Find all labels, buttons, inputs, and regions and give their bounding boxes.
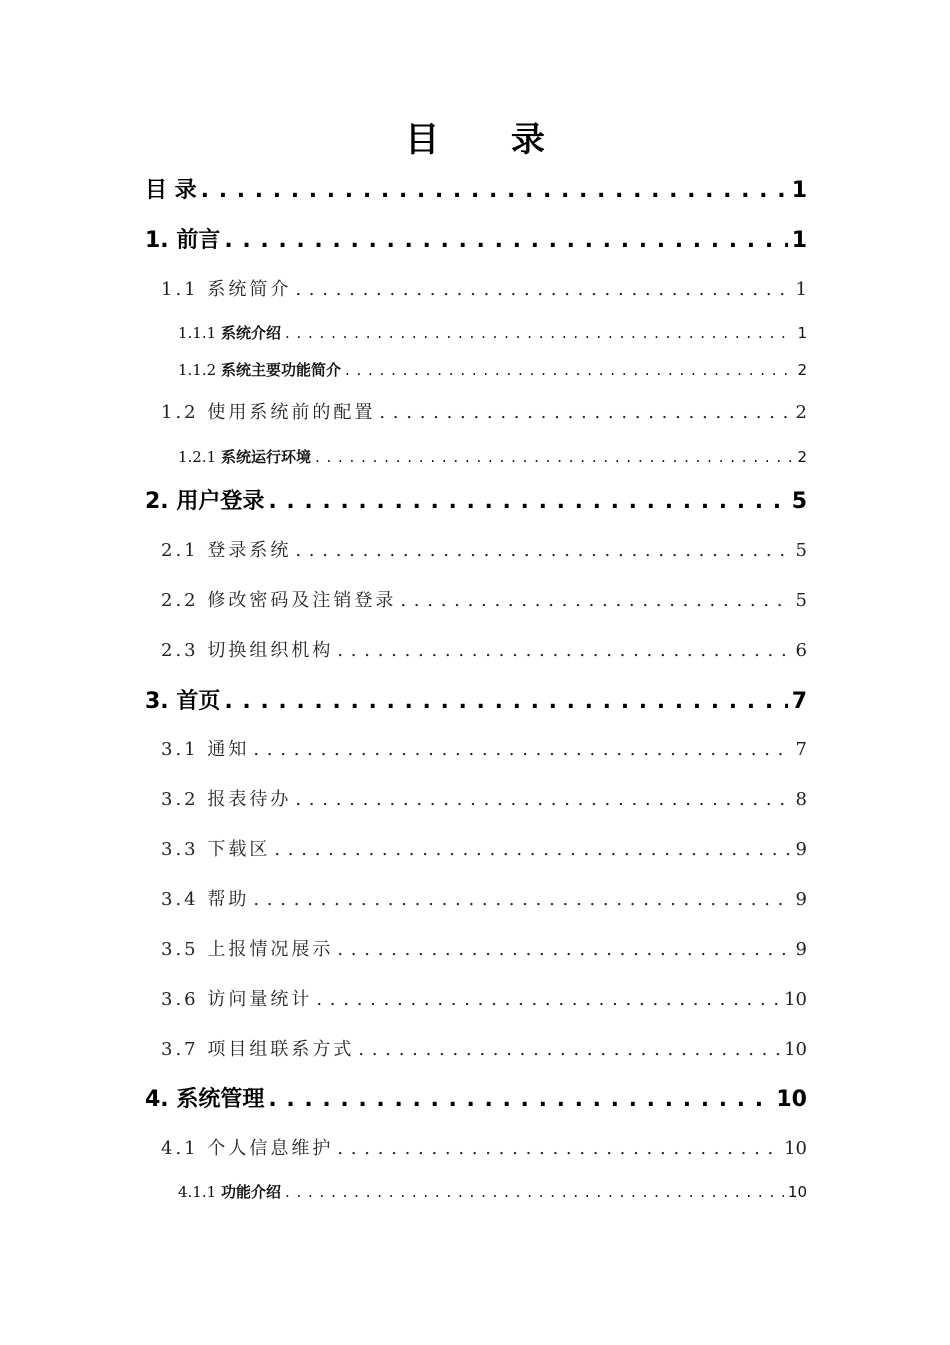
- toc-dot-leader: [268, 487, 787, 517]
- toc-entry[interactable]: [161, 400, 807, 426]
- toc-entry-number: 1.1.1: [178, 324, 221, 342]
- toc-entry-number: 1.2.1: [178, 448, 221, 466]
- toc-entry-label: 4. 系统管理: [145, 1087, 265, 1112]
- toc-dot-leader: [285, 1181, 784, 1203]
- toc-entry-label: 3. 首页: [145, 689, 221, 714]
- toc-dot-leader: [337, 638, 791, 664]
- toc-page-number: 5: [795, 590, 807, 611]
- toc-dot-leader: [295, 787, 791, 813]
- toc-page-number: 9: [795, 889, 807, 910]
- toc-page-number: 10: [787, 1183, 807, 1201]
- toc-dot-leader: [224, 226, 787, 256]
- toc-dot-leader: [274, 837, 791, 863]
- toc-entry-number: 4.1.1: [178, 1183, 221, 1201]
- toc-page-number: 9: [795, 939, 807, 960]
- toc-entry-label: 1.2 使用系统前的配置: [161, 402, 376, 423]
- toc-entry-label: 1. 前言: [145, 228, 221, 253]
- toc-entry-label: [178, 322, 281, 344]
- toc-entry[interactable]: [161, 638, 807, 664]
- toc-entry-label: 1.1 系统简介: [161, 279, 292, 300]
- toc-entry[interactable]: [161, 277, 807, 303]
- toc-dot-leader: [337, 937, 791, 963]
- toc-entry[interactable]: [145, 487, 807, 517]
- toc-entry-label: [178, 446, 311, 468]
- toc-dot-leader: [268, 1085, 772, 1115]
- toc-page-number: 5: [791, 489, 807, 514]
- toc-entry-label: 3.6 访问量统计: [161, 989, 313, 1010]
- toc-page-number: 2: [797, 361, 807, 379]
- toc-entry[interactable]: [145, 1085, 807, 1115]
- toc-page-number: 5: [795, 540, 807, 561]
- toc-entry[interactable]: [178, 446, 807, 468]
- toc-entry[interactable]: [145, 176, 807, 206]
- toc-entry-label: 3.5 上报情况展示: [161, 939, 334, 960]
- toc-page-number: 1: [791, 228, 807, 253]
- toc-entry-label: 3.2 报表待办: [161, 789, 292, 810]
- toc-entry-text: 系统主要功能简介: [220, 361, 341, 379]
- toc-page-number: 2: [795, 402, 807, 423]
- toc-dot-leader: [315, 446, 794, 468]
- toc-entry-label: 3.4 帮助: [161, 889, 250, 910]
- toc-entry-label: 2. 用户登录: [145, 489, 265, 514]
- toc-entry-label: 2.3 切换组织机构: [161, 640, 334, 661]
- toc-entry-label: 3.7 项目组联系方式: [161, 1039, 355, 1060]
- toc-dot-leader: [201, 176, 788, 206]
- toc-entry[interactable]: [161, 937, 807, 963]
- toc-entry-text: 系统介绍: [220, 324, 281, 342]
- toc-page-number: 1: [795, 279, 807, 300]
- toc-dot-leader: [316, 987, 780, 1013]
- toc-page-number: 6: [795, 640, 807, 661]
- toc-entry[interactable]: [161, 538, 807, 564]
- toc-dot-leader: [253, 737, 791, 763]
- toc-dot-leader: [253, 887, 791, 913]
- toc-entry[interactable]: [178, 359, 807, 381]
- toc-dot-leader: [345, 359, 794, 381]
- toc-entry-label: 2.2 修改密码及注销登录: [161, 590, 397, 611]
- toc-entry[interactable]: [161, 987, 807, 1013]
- toc-entry-text: 功能介绍: [220, 1183, 281, 1201]
- toc-dot-leader: [379, 400, 791, 426]
- toc-page-number: 10: [784, 1039, 807, 1060]
- toc-dot-leader: [337, 1136, 780, 1162]
- toc-dot-leader: [224, 687, 787, 717]
- toc-entry-label: 目 录: [145, 178, 197, 203]
- toc-dot-leader: [295, 277, 791, 303]
- toc-entry[interactable]: [161, 1037, 807, 1063]
- toc-dot-leader: [285, 322, 794, 344]
- toc-entry[interactable]: [178, 1181, 807, 1203]
- toc-entry[interactable]: [178, 322, 807, 344]
- toc-entry-label: 2.1 登录系统: [161, 540, 292, 561]
- toc-entry-label: 3.3 下载区: [161, 839, 271, 860]
- toc-dot-leader: [358, 1037, 780, 1063]
- toc-title: 目 录: [405, 120, 575, 160]
- toc-page-number: 9: [795, 839, 807, 860]
- toc-entry[interactable]: [161, 737, 807, 763]
- toc-entry[interactable]: [161, 837, 807, 863]
- toc-entry[interactable]: [161, 787, 807, 813]
- toc-dot-leader: [400, 588, 791, 614]
- toc-entry-label: [178, 359, 341, 381]
- toc-page-number: 10: [784, 989, 807, 1010]
- toc-entry-number: 1.1.2: [178, 361, 221, 379]
- toc-entry[interactable]: [161, 588, 807, 614]
- toc-entry-label: [178, 1181, 281, 1203]
- toc-page-number: 8: [795, 789, 807, 810]
- toc-entry-label: 3.1 通知: [161, 739, 250, 760]
- toc-dot-leader: [295, 538, 791, 564]
- toc-page-number: 1: [791, 178, 807, 203]
- toc-page-number: 7: [791, 689, 807, 714]
- toc-page-number: 1: [797, 324, 807, 342]
- toc-page-number: 10: [784, 1138, 807, 1159]
- toc-entry-label: 4.1 个人信息维护: [161, 1138, 334, 1159]
- toc-entry[interactable]: [145, 226, 807, 256]
- toc-page-number: 7: [795, 739, 807, 760]
- toc-entry[interactable]: [161, 887, 807, 913]
- toc-page-number: 2: [797, 448, 807, 466]
- toc-entry[interactable]: [161, 1136, 807, 1162]
- toc-entry-text: 系统运行环境: [220, 448, 311, 466]
- toc-page-number: 10: [776, 1087, 807, 1112]
- toc-entry[interactable]: [145, 687, 807, 717]
